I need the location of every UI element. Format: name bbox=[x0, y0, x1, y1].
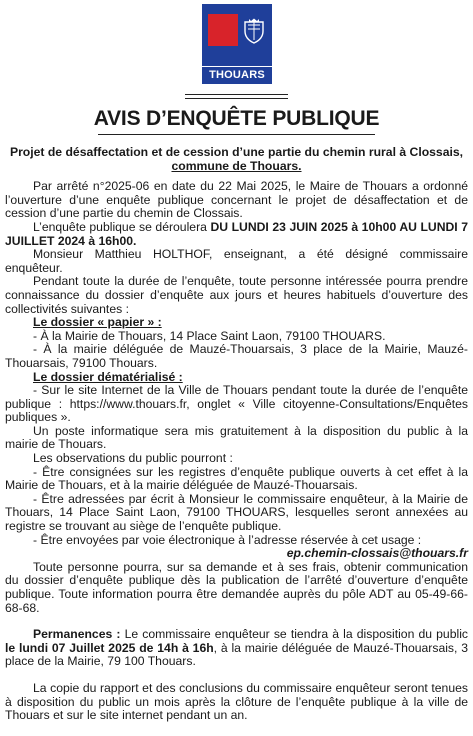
observations-item-registres: - Être consignées sur les registres d’enquête publique ouverts à cet effet à la Mairie de Thouars, et à la mairie déléguée de Mauzé-Thouarsais. bbox=[5, 464, 468, 493]
observations-item-electronique: - Être envoyées par voie électronique à l’adresse réservée à cet usage : bbox=[33, 532, 422, 547]
permanence-date: le lundi 07 Juillet 2025 de 14h à 16h bbox=[5, 640, 214, 655]
subtitle-line1: Projet de désaffectation et de cession d’une partie du chemin rural à Clossais, bbox=[9, 145, 464, 159]
demat-item-site: - Sur le site Internet de la Ville de Thouars pendant toute la durée de l’enquête publique : https://www.thouars.fr, onglet « Ville citoyenne-Consultations/Enquêtes publiques ». bbox=[5, 383, 468, 425]
permanences-label: Permanences : bbox=[33, 627, 121, 642]
thouars-logo bbox=[202, 4, 272, 86]
papier-item-mauze: - À la mairie déléguée de Mauzé-Thouarsais, 3 place de la Mairie, Mauzé-Thouarsais, 79100 Thouars. bbox=[5, 342, 468, 370]
title-underline bbox=[98, 134, 375, 135]
paragraph-permanences: Permanences : Le commissaire enquêteur se tiendra à la disposition du public le lundi 07 Juillet 2025 de 14h à 16h, à la mairie déléguée de Mauzé-Thouarsais, 3 place de la Mairie, 79 100 Thouars. bbox=[5, 627, 469, 669]
subtitle-line2: commune de Thouars. bbox=[171, 158, 302, 173]
divider-top bbox=[185, 94, 288, 95]
enquiry-dates: DU LUNDI 23 JUIN 2025 à 10h00 AU LUNDI 7 JUILLET 2024 à 16h00. bbox=[5, 219, 468, 248]
heading-dossier-papier: Le dossier « papier » : bbox=[33, 315, 162, 330]
coat-of-arms-icon bbox=[242, 18, 266, 44]
notice-body bbox=[5, 146, 468, 723]
paragraph-consultation: Pendant toute la durée de l’enquête, toute personne intéressée pourra prendre connaissance du dossier d’enquête aux jours et heures habituels d’ouverture des collectivités suivantes : bbox=[5, 274, 468, 316]
page-title: AVIS D’ENQUÊTE PUBLIQUE bbox=[93, 107, 380, 130]
heading-dossier-dematerialise: Le dossier dématérialisé : bbox=[33, 369, 183, 384]
paragraph-rapport: La copie du rapport et des conclusions du commissaire enquêteur seront tenues à disposition du public un mois après la clôture de l’enquête publique à la ville de Thouars et sur le site internet pendant un an. bbox=[5, 680, 468, 723]
logo-red-square bbox=[208, 14, 238, 46]
paragraph-dates: L’enquête publique se déroulera DU LUNDI 23 JUIN 2025 à 10h00 AU LUNDI 7 JUILLET 2024 à 16h00. bbox=[5, 219, 468, 248]
observations-intro: Les observations du public pourront : bbox=[33, 451, 233, 466]
paragraph-communication: Toute personne pourra, sur sa demande et à ses frais, obtenir communication du dossier d’enquête publique dès la publication de l’arrêté d’ouverture d’enquête publique. Toute information pourra être demandée auprès du pôle ADT au 05-49-66-68-68. bbox=[5, 559, 468, 615]
paragraph-arrete: Par arrêté n°2025-06 en date du 22 Mai 2025, le Maire de Thouars a ordonné l’ouverture d’une enquête publique concernant le projet de désaffectation et de cession d’une partie du chemin de Clossais. bbox=[5, 179, 468, 221]
papier-item-mairie: - À la Mairie de Thouars, 14 Place Saint Laon, 79100 THOUARS. bbox=[33, 328, 386, 343]
divider-bottom bbox=[185, 98, 288, 99]
observations-item-courrier: - Être adressées par écrit à Monsieur le commissaire enquêteur, à la Mairie de Thouars, 14 Place Saint Laon, 79100 THOUARS, lesquelles seront annexées au registre se trouvant au siège de l’enquête publique. bbox=[5, 491, 468, 534]
logo-wordmark: THOUARS bbox=[202, 67, 272, 84]
paragraph-commissaire: Monsieur Matthieu HOLTHOF, enseignant, a été désigné commissaire enquêteur. bbox=[5, 247, 468, 275]
paragraph-poste-informatique: Un poste informatique sera mis gratuitement à la disposition du public à la mairie de Thouars. bbox=[5, 423, 468, 452]
email-address[interactable]: ep.chemin-clossais@thouars.fr bbox=[286, 546, 468, 561]
